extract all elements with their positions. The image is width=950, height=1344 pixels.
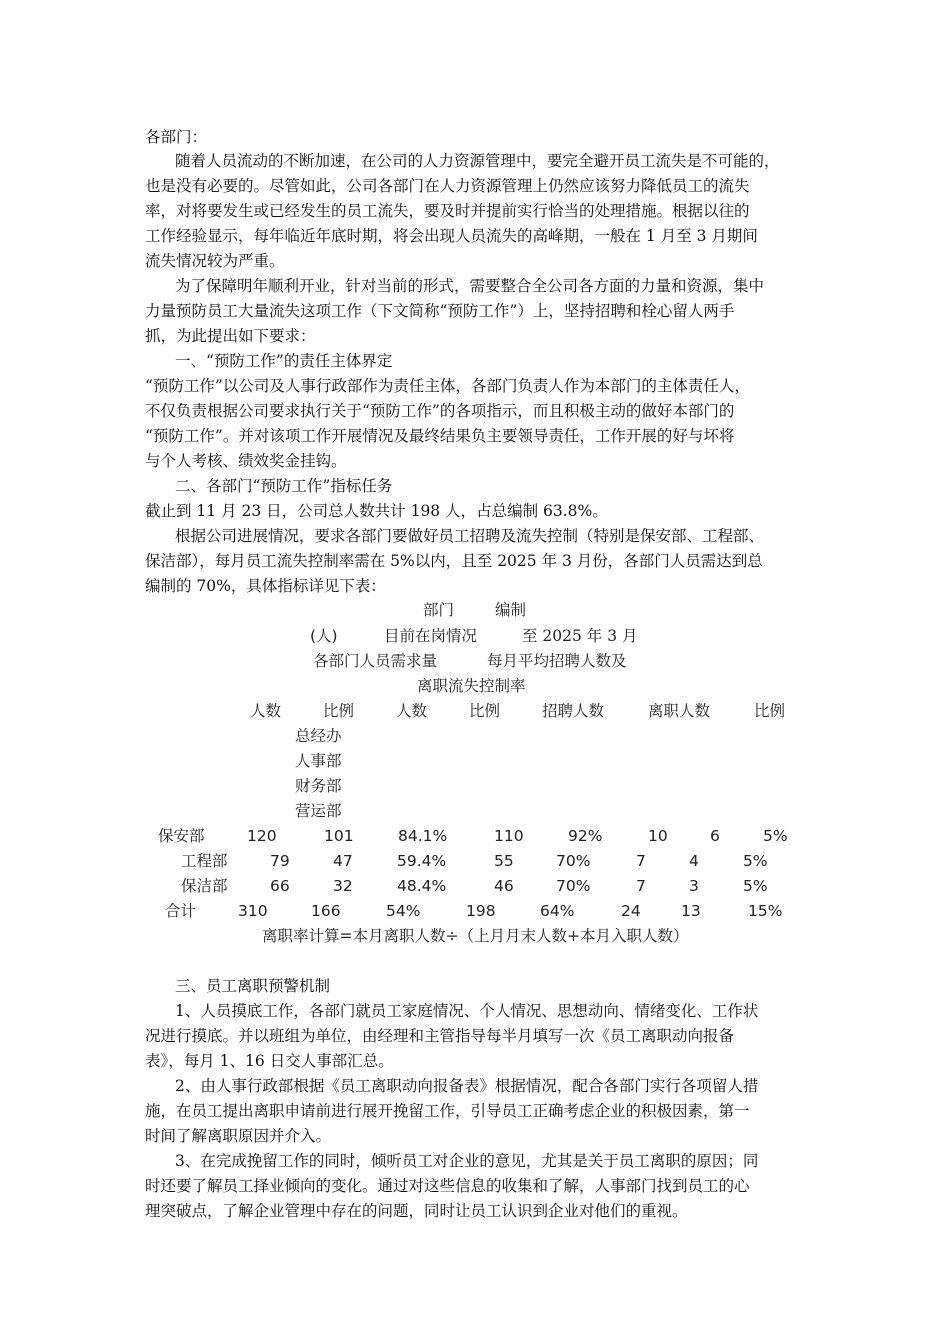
table-cell: 84.1% [398,827,448,845]
table-cell: 64% [540,902,575,920]
table-cell: 120 [247,827,277,845]
section3-item3-line: 理突破点，了解企业管理中存在的问题，同时让员工认识到企业对他们的重视。 [145,1202,688,1220]
section1-line: 与个人考核、绩效奖金挂钩。 [145,452,347,470]
table-row-dept: 工程部 [181,852,228,870]
table-cell: 66 [270,877,290,895]
table-formula: 离职率计算=本月离职人数÷（上月月末人数+本月入职人数） [262,927,689,945]
para1-line: 率，对将要发生或已经发生的员工流失，要及时并提前实行恰当的处理措施。根据以往的 [145,202,750,220]
section3-item2-line: 时间了解离职原因并介入。 [145,1127,332,1145]
table-dept-empty: 人事部 [295,752,342,770]
table-header-current: 目前在岗情况 [384,627,478,645]
table-cell: 10 [648,827,668,845]
table-cell: 59.4% [397,852,447,870]
table-subheader: 人数 [250,702,282,720]
table-cell: 92% [568,827,603,845]
table-cell: 7 [636,852,646,870]
table-header-unit: (人) [310,627,338,645]
table-cell: 5% [743,852,768,870]
section1-line: 不仅负责根据公司要求执行关于“预防工作”的各项指示，而且积极主动的做好本部门的 [145,402,735,420]
table-cell: 55 [494,852,514,870]
table-subheader: 离职人数 [648,702,711,720]
table-cell: 32 [333,877,353,895]
para1-line: 随着人员流动的不断加速，在公司的人力资源管理中，要完全避开员工流失是不可能的， [175,152,780,170]
section1-line: “预防工作”。并对该项工作开展情况及最终结果负主要领导责任，工作开展的好与坏将 [145,427,735,445]
table-cell: 70% [556,877,591,895]
table-dept-empty: 财务部 [295,777,342,795]
section2-line: 保洁部），每月员工流失控制率需在 5%以内，且至 2025 年 3 月份，各部门人员需达到总 [145,552,763,570]
table-header-demand: 各部门人员需求量 [313,652,438,670]
table-cell: 79 [270,852,290,870]
section3-item1-line: 况进行摸底。并以班组为单位，由经理和主管指导每半月填写一次《员工离职动向报备 [145,1027,735,1045]
table-dept-empty: 营运部 [295,802,342,820]
table-subheader: 招聘人数 [542,702,605,720]
table-cell: 46 [494,877,514,895]
section3-item2-line: 2、由人事行政部根据《员工离职动向报备表》根据情况，配合各部门实行各项留人措 [175,1077,759,1095]
table-subheader: 人数 [396,702,428,720]
section2-line: 根据公司进展情况，要求各部门要做好员工招聘及流失控制（特别是保安部、工程部、 [175,527,765,545]
table-cell: 54% [386,902,421,920]
table-cell: 6 [710,827,720,845]
table-row-dept: 保洁部 [181,877,228,895]
para1-line: 工作经验显示，每年临近年底时期，将会出现人员流失的高峰期，一般在 1 月至 3 月期间 [145,227,758,245]
table-cell: 47 [333,852,353,870]
section1-heading: 一、“预防工作”的责任主体界定 [175,352,393,370]
table-cell: 5% [763,827,788,845]
table-header-monthly: 每月平均招聘人数及 [487,652,627,670]
table-cell: 7 [636,877,646,895]
section2-heading: 二、各部门“预防工作”指标任务 [175,477,393,495]
section3-item3-line: 3、在完成挽留工作的同时，倾听员工对企业的意见，尤其是关于员工离职的原因；同 [175,1152,759,1170]
table-cell: 198 [466,902,496,920]
table-header-quota: 编制 [495,601,527,619]
para2-line: 为了保障明年顺利开业，针对当前的形式，需要整合全公司各方面的力量和资源，集中 [175,277,765,295]
table-cell: 48.4% [397,877,447,895]
para2-line: 力量预防员工大量流失这项工作（下文简称“预防工作”）上，坚持招聘和栓心留人两手 [145,302,735,320]
section2-line: 编制的 70%，具体指标详见下表： [145,577,386,595]
table-cell: 166 [311,902,341,920]
table-subheader: 比例 [323,702,355,720]
section3-item3-line: 时还要了解员工择业倾向的变化。通过对这些信息的收集和了解，人事部门找到员工的心 [145,1177,750,1195]
table-cell: 101 [324,827,354,845]
greeting: 各部门： [145,128,208,146]
table-row-dept: 保安部 [158,827,205,845]
section3-item2-line: 施，在员工提出离职申请前进行展开挽留工作，引导员工正确考虑企业的积极因素，第一 [145,1102,750,1120]
table-header-march: 至 2025 年 3 月 [522,627,638,645]
table-cell: 310 [238,902,268,920]
table-cell: 3 [689,877,699,895]
table-cell: 4 [689,852,699,870]
section3-item1-line: 表》，每月 1、16 日交人事部汇总。 [145,1052,394,1070]
table-cell: 24 [621,902,641,920]
para1-line: 流失情况较为严重。 [145,252,285,270]
table-cell: 70% [556,852,591,870]
para2-line: 抓，为此提出如下要求： [145,327,316,345]
table-dept-empty: 总经办 [295,727,342,745]
section2-headcount: 截止到 11 月 23 日，公司总人数共计 198 人，占总编制 63.8%。 [145,502,608,520]
table-header-dept: 部门 [423,601,455,619]
para1-line: 也是没有必要的。尽管如此，公司各部门在人力资源管理上仍然应该努力降低员工的流失 [145,177,750,195]
section3-item1-line: 1、人员摸底工作，各部门就员工家庭情况、个人情况、思想动向、情绪变化、工作状 [175,1002,759,1020]
table-cell: 5% [743,877,768,895]
table-cell: 13 [681,902,701,920]
table-subheader: 比例 [754,702,786,720]
table-row-total: 合计 [165,902,197,920]
table-cell: 110 [494,827,524,845]
section1-line: “预防工作”以公司及人事行政部作为责任主体，各部门负责人作为本部门的主体责任人， [145,377,750,395]
section3-heading: 三、员工离职预警机制 [175,977,331,995]
table-header-attrition: 离职流失控制率 [417,677,526,695]
table-subheader: 比例 [469,702,501,720]
table-cell: 15% [748,902,783,920]
